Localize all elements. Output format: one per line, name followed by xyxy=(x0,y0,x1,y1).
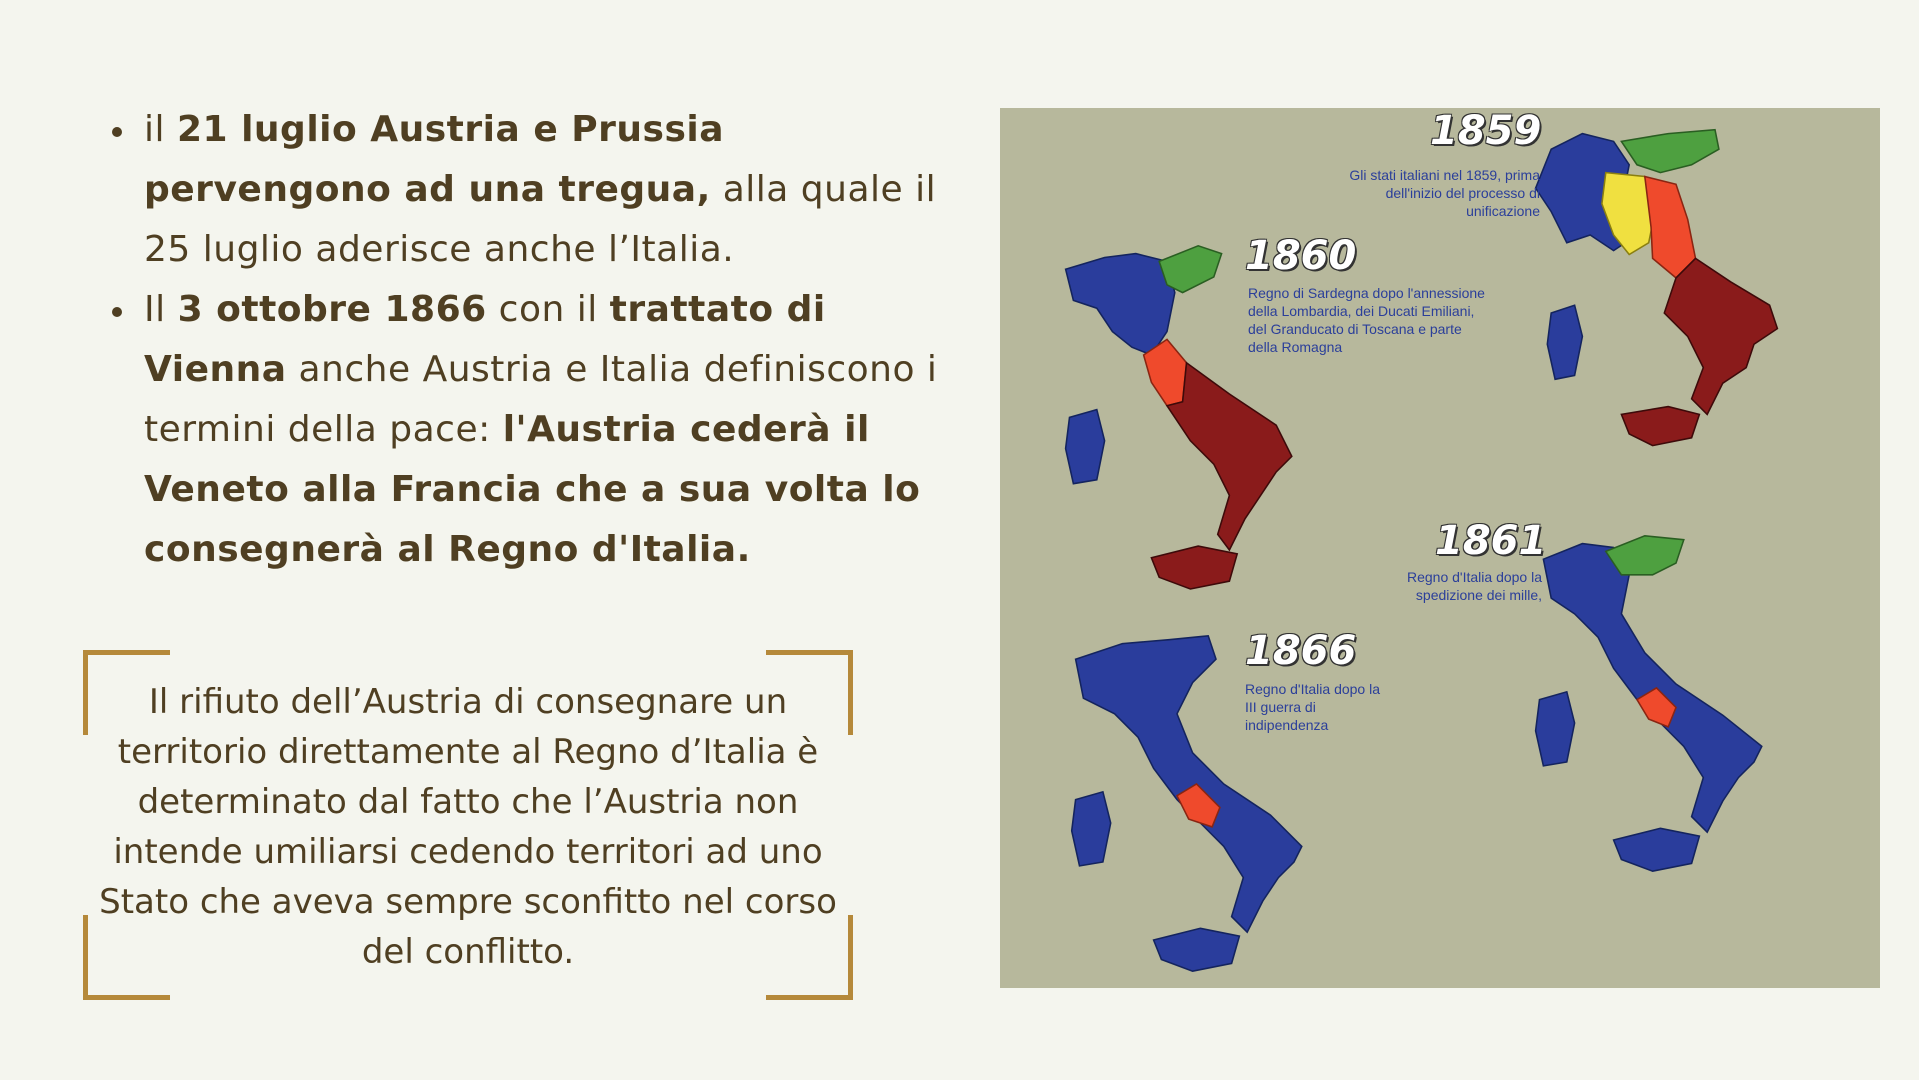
quote-text: Il rifiuto dell’Austria di consegnare un territorio direttamente al Regno d’Italia è determinato dal fatto che l’Austria non intende umiliarsi cedendo territori ad uno Stato che aveva sempre sconfitto nel corso del conflitto. xyxy=(99,682,837,972)
bullet-bold-text: 21 luglio Austria e Prussia pervengono ad una tregua, xyxy=(144,109,725,210)
quote-box xyxy=(83,650,853,1000)
bullet-text: alla quale il 25 luglio aderisce anche l’Italia. xyxy=(144,169,937,270)
two-sicilies-region xyxy=(1664,258,1777,414)
bullet-text: anche Austria e Italia definiscono i termini della pace: xyxy=(144,349,938,450)
map-year-1866: 1866 xyxy=(1245,628,1357,674)
map-year-1860: 1860 xyxy=(1245,233,1357,279)
bullet-bold-text: trattato di Vienna xyxy=(144,289,826,390)
map-caption-1860: Regno di Sardegna dopo l'annessione della Lombardia, dei Ducati Emiliani, del Granducato di Toscana e parte della Romagna xyxy=(1248,285,1485,355)
italy-kingdom-region xyxy=(1543,544,1761,833)
sicily-region xyxy=(1621,407,1699,446)
bullet-text: il xyxy=(144,109,177,150)
sardinia-island xyxy=(1066,410,1105,484)
bullet-bold-text: 3 ottobre 1866 xyxy=(177,289,487,330)
sicily-region xyxy=(1151,546,1237,589)
papal-states-region xyxy=(1645,177,1696,278)
bullet-bold-text: l'Austria cederà il Veneto alla Francia che a sua volta lo consegnerà al Regno d'Italia. xyxy=(144,409,921,570)
map-caption-1861: Regno d'Italia dopo la spedizione dei mille, xyxy=(1407,569,1542,603)
sicily-region xyxy=(1154,928,1240,971)
map-caption-1859: Gli stati italiani nel 1859, prima dell'inizio del processo di unificazione xyxy=(1349,167,1540,219)
veneto-region xyxy=(1606,536,1684,575)
map-1859 xyxy=(1536,130,1778,446)
sicily-region xyxy=(1614,828,1700,871)
sardinia-kingdom-region xyxy=(1066,254,1175,355)
sardinia-island xyxy=(1072,792,1111,866)
bullet-text: con il xyxy=(486,289,610,330)
bullet-list xyxy=(112,100,972,580)
italy-unification-maps xyxy=(1000,108,1880,988)
bullet-text: Il xyxy=(144,289,178,330)
sardinia-island xyxy=(1547,305,1582,379)
bullet-item-treaty xyxy=(112,280,972,580)
veneto-region xyxy=(1159,246,1221,293)
map-year-1859: 1859 xyxy=(1430,108,1542,154)
bullet-item-truce xyxy=(112,100,972,280)
map-caption-1866: Regno d'Italia dopo la III guerra di indipendenza xyxy=(1245,681,1380,733)
map-year-1861: 1861 xyxy=(1435,518,1547,564)
two-sicilies-region xyxy=(1167,363,1292,550)
lombardy-veneto-region xyxy=(1621,130,1718,173)
sardinia-island xyxy=(1536,692,1575,766)
map-1861 xyxy=(1536,536,1762,871)
